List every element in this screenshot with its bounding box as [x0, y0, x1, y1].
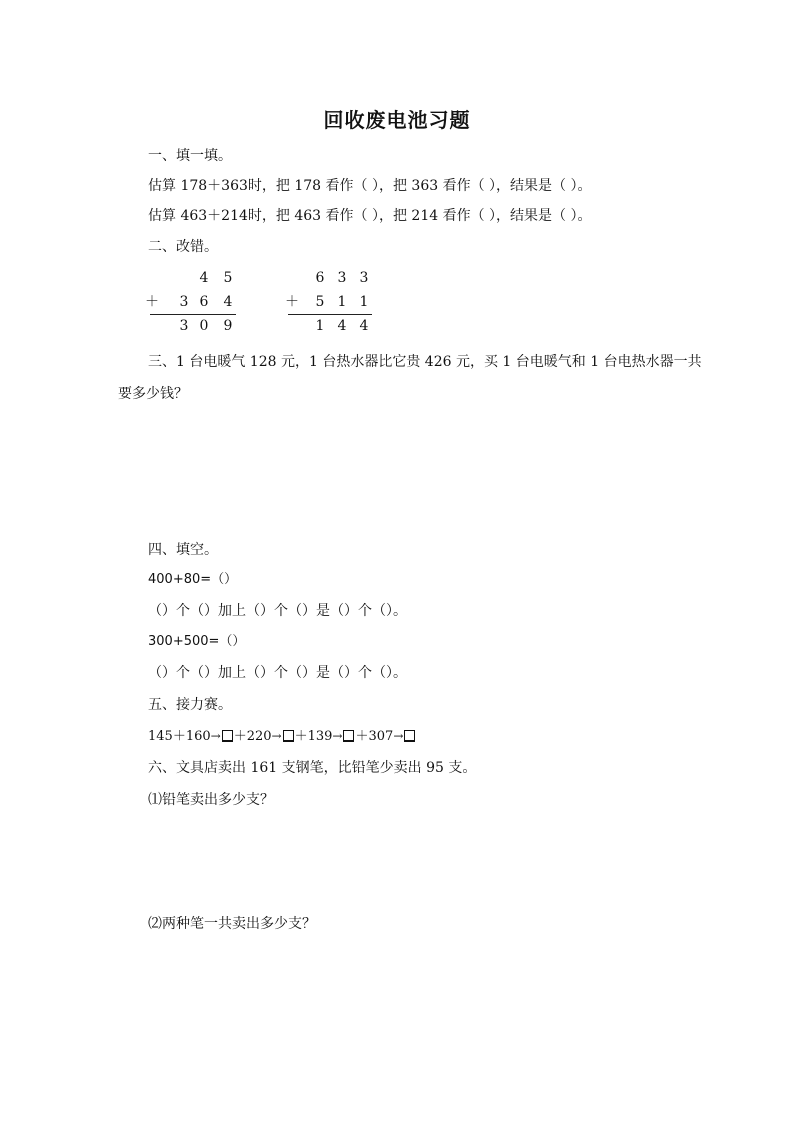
calc-1-digit: 0 — [199, 318, 209, 334]
section-3-line-2: 要多少钱？ — [118, 386, 188, 402]
answer-box[interactable] — [404, 730, 415, 742]
calc-2-digit: 3 — [337, 270, 347, 286]
section-5-heading: 五、接力赛。 — [148, 697, 232, 713]
calc-2-digit: 3 — [359, 270, 369, 286]
equation-2-description: （）个（）加上（）个（）是（）个（）。 — [148, 665, 407, 681]
question-6-2: ⑵两种笔一共卖出多少支？ — [148, 916, 316, 932]
page-title: 回收废电池习题 — [323, 108, 471, 132]
section-6-heading: 六、文具店卖出 161 支钢笔，比铅笔少卖出 95 支。 — [148, 760, 477, 776]
calc-2-digit: 1 — [315, 318, 325, 334]
calc-2-digit: 5 — [315, 294, 325, 310]
relay-step: ＋307 — [355, 729, 394, 744]
calc-2-digit: 1 — [337, 294, 347, 310]
relay-chain — [148, 726, 416, 747]
calc-1-digit: 9 — [223, 318, 233, 334]
equation-2: 300+500=（） — [148, 634, 246, 649]
equation-1-description: （）个（）加上（）个（）是（）个（）。 — [148, 603, 407, 619]
calc-1-digit: 4 — [223, 294, 233, 310]
equation-1: 400+80=（） — [148, 572, 238, 587]
arrow-icon: → — [332, 729, 343, 743]
section-1-line-2: 估算 463＋214时，把 463 看作（ ），把 214 看作（ ），结果是（ ）。 — [148, 208, 592, 224]
calc-1-digit: 3 — [179, 294, 189, 310]
calc-1-digit: 4 — [199, 270, 209, 286]
relay-step: ＋139 — [294, 729, 333, 744]
calc-1-rule — [150, 314, 236, 315]
answer-box[interactable] — [283, 730, 294, 742]
arrow-icon: → — [210, 729, 221, 743]
section-1-line-1: 估算 178＋363时，把 178 看作（ ），把 363 看作（ ），结果是（ ）。 — [148, 178, 592, 194]
relay-start: 145＋160 — [148, 729, 211, 744]
calc-1-digit: 5 — [223, 270, 233, 286]
calc-2-digit: 1 — [359, 294, 369, 310]
vertical-calc-1 — [144, 268, 240, 336]
calc-2-digit: 4 — [337, 318, 347, 334]
calc-2-digit: 6 — [315, 270, 325, 286]
arrow-icon: → — [271, 729, 282, 743]
vertical-calc-2 — [282, 268, 378, 336]
calc-1-digit: 6 — [199, 294, 209, 310]
answer-box[interactable] — [343, 730, 354, 742]
question-6-1: ⑴铅笔卖出多少支？ — [148, 792, 274, 808]
answer-box[interactable] — [222, 730, 233, 742]
section-3-line-1: 三、1 台电暖气 128 元，1 台热水器比它贵 426 元，买 1 台电暖气和 1 台电热水器一共 — [148, 354, 702, 370]
relay-step: ＋220 — [233, 729, 272, 744]
calc-1-digit: 3 — [179, 318, 189, 334]
calc-2-rule — [288, 314, 372, 315]
arrow-icon: → — [393, 729, 404, 743]
section-4-heading: 四、填空。 — [148, 542, 218, 558]
section-2-heading: 二、改错。 — [148, 239, 218, 255]
plus-sign: ＋ — [145, 294, 159, 310]
plus-sign: ＋ — [285, 294, 299, 310]
calc-2-digit: 4 — [359, 318, 369, 334]
section-1-heading: 一、填一填。 — [148, 148, 232, 164]
